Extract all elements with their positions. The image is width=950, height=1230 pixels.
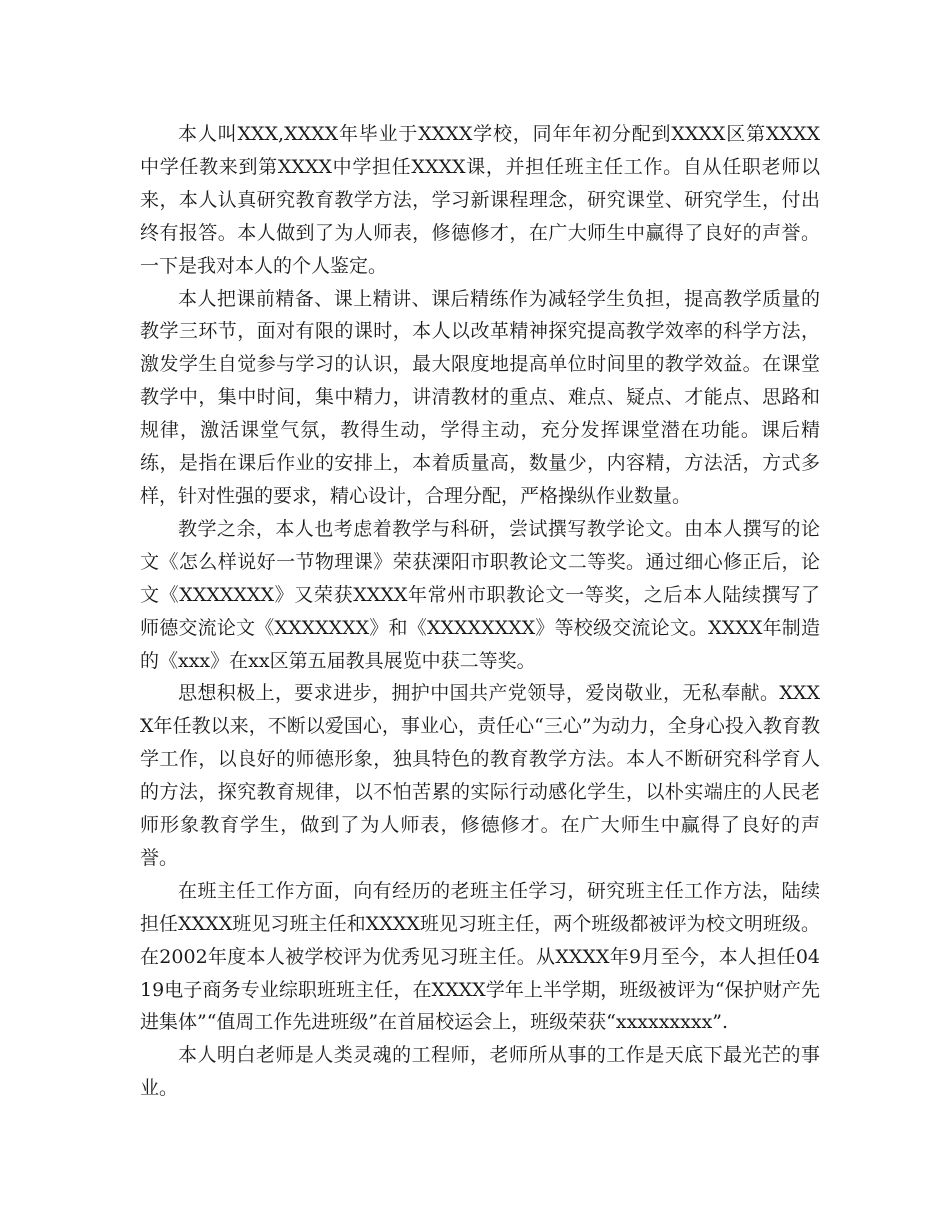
- document-body: [140, 118, 820, 1105]
- paragraph-intro: 本人叫XXX,XXXX年毕业于XXXX学校，同年年初分配到XXXX区第XXXX中学任教来到第XXXX中学担任XXXX课，并担任班主任工作。自从任职老师以来，本人认真研究教育教学方法，学习新课程理念，研究课堂、研究学生，付出终有报答。本人做到了为人师表，修德修才，在广大师生中赢得了良好的声誉。一下是我对本人的个人鉴定。: [140, 123, 820, 277]
- paragraph-closing: 本人明白老师是人类灵魂的工程师，老师所从事的工作是天底下最光芒的事业。: [140, 1044, 820, 1100]
- paragraph-ideology: 思想积极上，要求进步，拥护中国共产党领导，爱岗敬业，无私奉献。XXXX年任教以来，不断以爱国心，事业心，责任心“三心”为动力，全身心投入教育教学工作，以良好的师德形象，独具特色的教育教学方法。本人不断研究科学育人的方法，探究教育规律，以不怕苦累的实际行动感化学生，以朴实端庄的人民老师形象教育学生，做到了为人师表，修德修才。在广大师生中赢得了良好的声誉。: [140, 682, 820, 869]
- paragraph-teaching-method: 本人把课前精备、课上精讲、课后精练作为减轻学生负担，提高教学质量的教学三环节，面对有限的课时，本人以改革精神探究提高教学效率的科学方法，激发学生自觉参与学习的认识，最大限度地提高单位时间里的教学效益。在课堂教学中，集中时间，集中精力，讲清教材的重点、难点、疑点、才能点、思路和规律，激活课堂气氛，教得生动，学得主动，充分发挥课堂潜在功能。课后精练，是指在课后作业的安排上，本着质量高，数量少，内容精，方法活，方式多样，针对性强的要求，精心设计，合理分配，严格操纵作业数量。: [140, 287, 820, 507]
- paragraph-class-teacher: 在班主任工作方面，向有经历的老班主任学习，研究班主任工作方法，陆续担任XXXX班见习班主任和XXXX班见习班主任，两个班级都被评为校文明班级。在2002年度本人被学校评为优秀见习班主任。从XXXX年9月至今，本人担任0419电子商务专业综职班班主任，在XXXX学年上半学期，班级被评为“保护财产先进集体”“值周工作先进班级”在首届校运会上，班级荣获“xxxxxxxxx”.: [140, 879, 820, 1034]
- paragraph-research: 教学之余，本人也考虑着教学与科研，尝试撰写教学论文。由本人撰写的论文《怎么样说好一节物理课》荣获溧阳市职教论文二等奖。通过细心修正后，论文《XXXXXXX》又荣获XXXX年常州市职教论文一等奖，之后本人陆续撰写了师德交流论文《XXXXXXX》和《XXXXXXXX》等校级交流论文。XXXX年制造的《xxx》在xx区第五届教具展览中获二等奖。: [140, 517, 820, 672]
